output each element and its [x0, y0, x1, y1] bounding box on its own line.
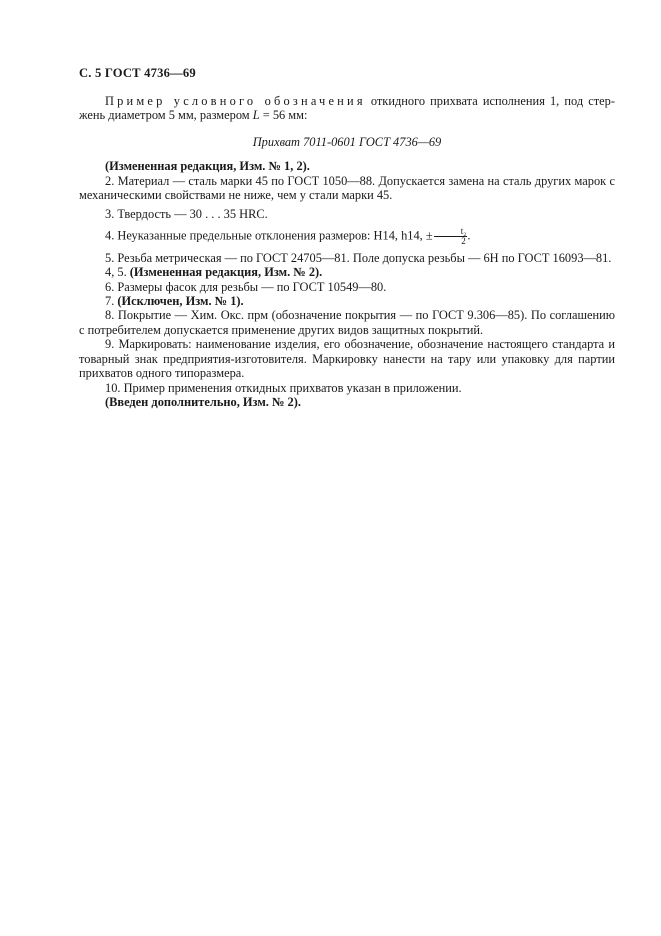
- item-7-bold: (Исключен, Изм. № 1).: [117, 294, 244, 309]
- item-7: [79, 294, 615, 308]
- example-paragraph: [79, 94, 615, 123]
- item-4-5-bold: (Измененная редакция, Изм. № 2).: [129, 265, 323, 280]
- example-text-3: = 56 мм:: [259, 108, 308, 123]
- item-6: 6. Размеры фасок для резьбы — по ГОСТ 10549—80.: [105, 279, 387, 294]
- item-2: 2. Материал — сталь марки 45 по ГОСТ 1050—88. Допускается замена на сталь других марок с механическими свойствами не ниже, чем у стали марки 45.: [79, 173, 615, 203]
- item-5: 5. Резьба метрическая — по ГОСТ 24705—81. Поле допуска резьбы — 6H по ГОСТ 16093—81.: [105, 250, 612, 265]
- designation-example: Прихват 7011-0601 ГОСТ 4736—69: [252, 134, 442, 149]
- item-8: 8. Покрытие — Хим. Окс. прм (обозначение покрытия — по ГОСТ 9.306—85). По соглашению с потребителем допускается применение других видов защитных покрытий.: [79, 308, 615, 337]
- item-4-text: 4. Неуказанные предельные отклонения размеров: H14, h14, ±: [105, 228, 433, 243]
- item-3: 3. Твердость — 30 . . . 35 HRC.: [105, 207, 268, 222]
- example-spaced-label: Пример условного обозначения: [105, 94, 366, 108]
- item-4-fraction: [434, 225, 471, 246]
- item-4: [79, 227, 615, 246]
- item-4-end: .: [467, 228, 471, 243]
- page-header: С. 5 ГОСТ 4736—69: [79, 66, 196, 80]
- document-body: [79, 94, 615, 409]
- item-9: 9. Маркировать: наименование изделия, его обозначение, обозначение настоящего стандарта и товарный знак предприятия-изготовителя. Маркировку нанести на тару или упаковку для партии прихватов одного типоразмера.: [79, 337, 615, 381]
- example-text-2: жень диаметром 5 мм, размером: [79, 108, 253, 123]
- item-4-frac-num: t₂: [434, 227, 468, 237]
- item-10: 10. Пример применения откидных прихватов указан в приложении.: [105, 380, 462, 395]
- item-4-5-note: [79, 265, 615, 279]
- item-4-frac-den: 2: [461, 235, 466, 246]
- item-4-5-number: 4, 5.: [105, 265, 130, 280]
- final-note: (Введен дополнительно, Изм. № 2).: [105, 394, 301, 409]
- example-text-1: откидного прихвата исполнения 1, под стер-: [365, 94, 615, 108]
- example-L-symbol: L: [252, 108, 260, 123]
- item-7-number: 7.: [105, 294, 118, 309]
- edit-note-1: (Измененная редакция, Изм. № 1, 2).: [105, 159, 310, 174]
